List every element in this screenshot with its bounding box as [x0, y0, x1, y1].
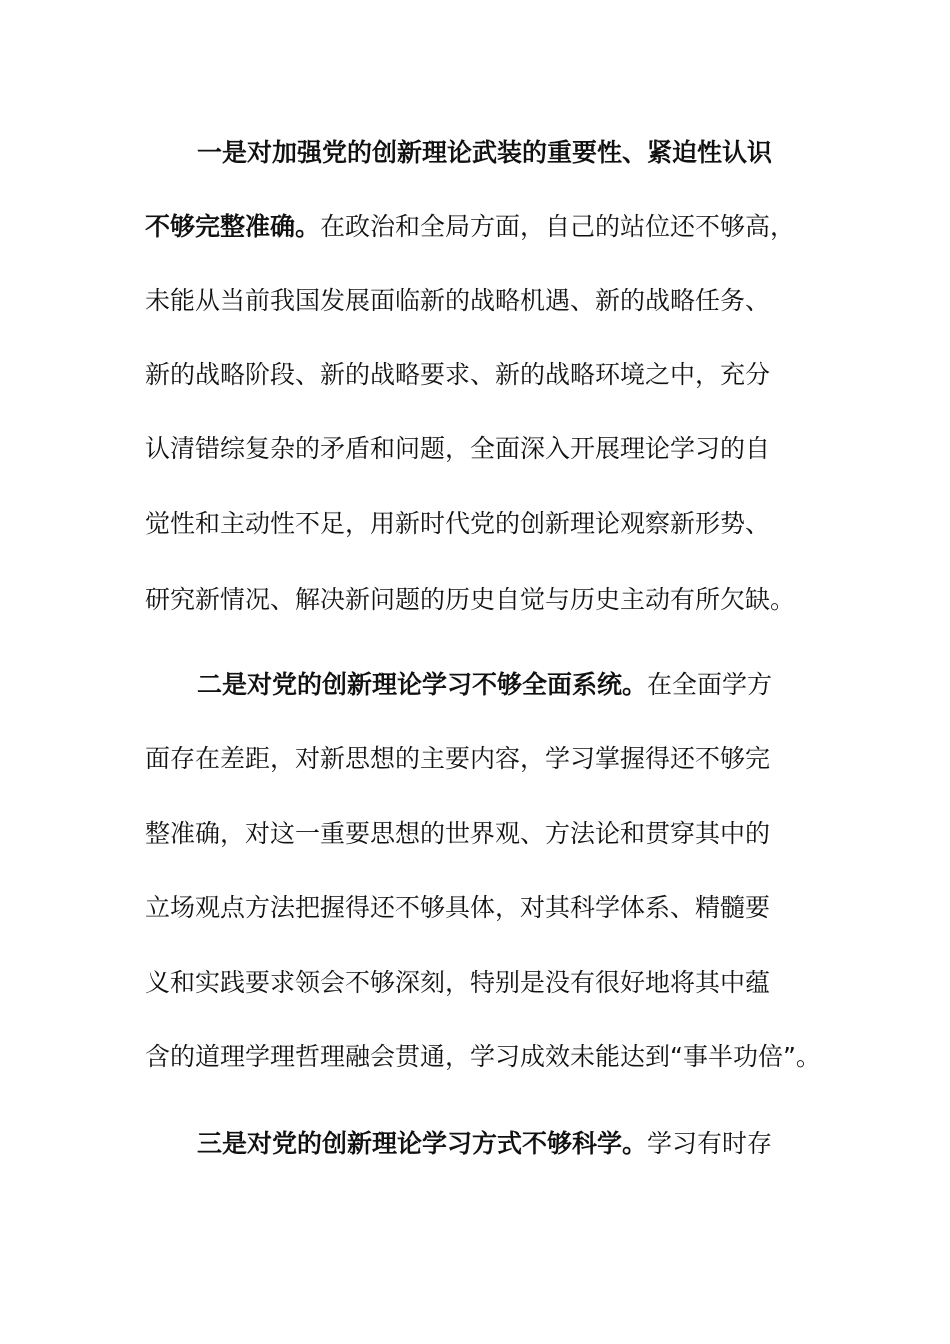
paragraph-1-heading-end: 不够完整准确。: [145, 212, 321, 241]
paragraph-1-line-3: 未能从当前我国发展面临新的战略机遇、新的战略任务、: [145, 286, 771, 315]
paragraph-3-line-1: 三是对党的创新理论学习方式不够科学。学习有时存: [197, 1129, 773, 1158]
paragraph-2-line-2: 面存在差距，对新思想的主要内容，学习掌握得还不够完: [145, 744, 771, 773]
paragraph-1-line-5: 认清错综复杂的矛盾和问题，全面深入开展理论学习的自: [145, 434, 771, 463]
paragraph-2-line-4: 立场观点方法把握得还不够具体，对其科学体系、精髓要: [145, 893, 771, 922]
paragraph-1-line-2: 不够完整准确。在政治和全局方面，自己的站位还不够高，: [145, 212, 796, 241]
paragraph-2-heading: 二是对党的创新理论学习不够全面系统。: [197, 670, 648, 699]
paragraph-1-heading: 一是对加强党的创新理论武装的重要性、紧迫性认识: [197, 138, 773, 167]
paragraph-2-line-5: 义和实践要求领会不够深刻，特别是没有很好地将其中蕴: [145, 968, 771, 997]
paragraph-3-heading: 三是对党的创新理论学习方式不够科学。: [197, 1129, 648, 1158]
paragraph-1-line-6: 觉性和主动性不足，用新时代党的创新理论观察新形势、: [145, 509, 771, 538]
paragraph-1-line-7: 研究新情况、解决新问题的历史自觉与历史主动有所欠缺。: [145, 585, 796, 614]
paragraph-1-line-4: 新的战略阶段、新的战略要求、新的战略环境之中，充分: [145, 360, 771, 389]
paragraph-1-line-1: [197, 133, 887, 173]
paragraph-2-line-6: 含的道理学理哲理融会贯通，学习成效未能达到“事半功倍”。: [145, 1042, 821, 1071]
paragraph-2-line-3: 整准确，对这一重要思想的世界观、方法论和贯穿其中的: [145, 819, 771, 848]
paragraph-2-line-1: 二是对党的创新理论学习不够全面系统。在全面学方: [197, 670, 773, 699]
